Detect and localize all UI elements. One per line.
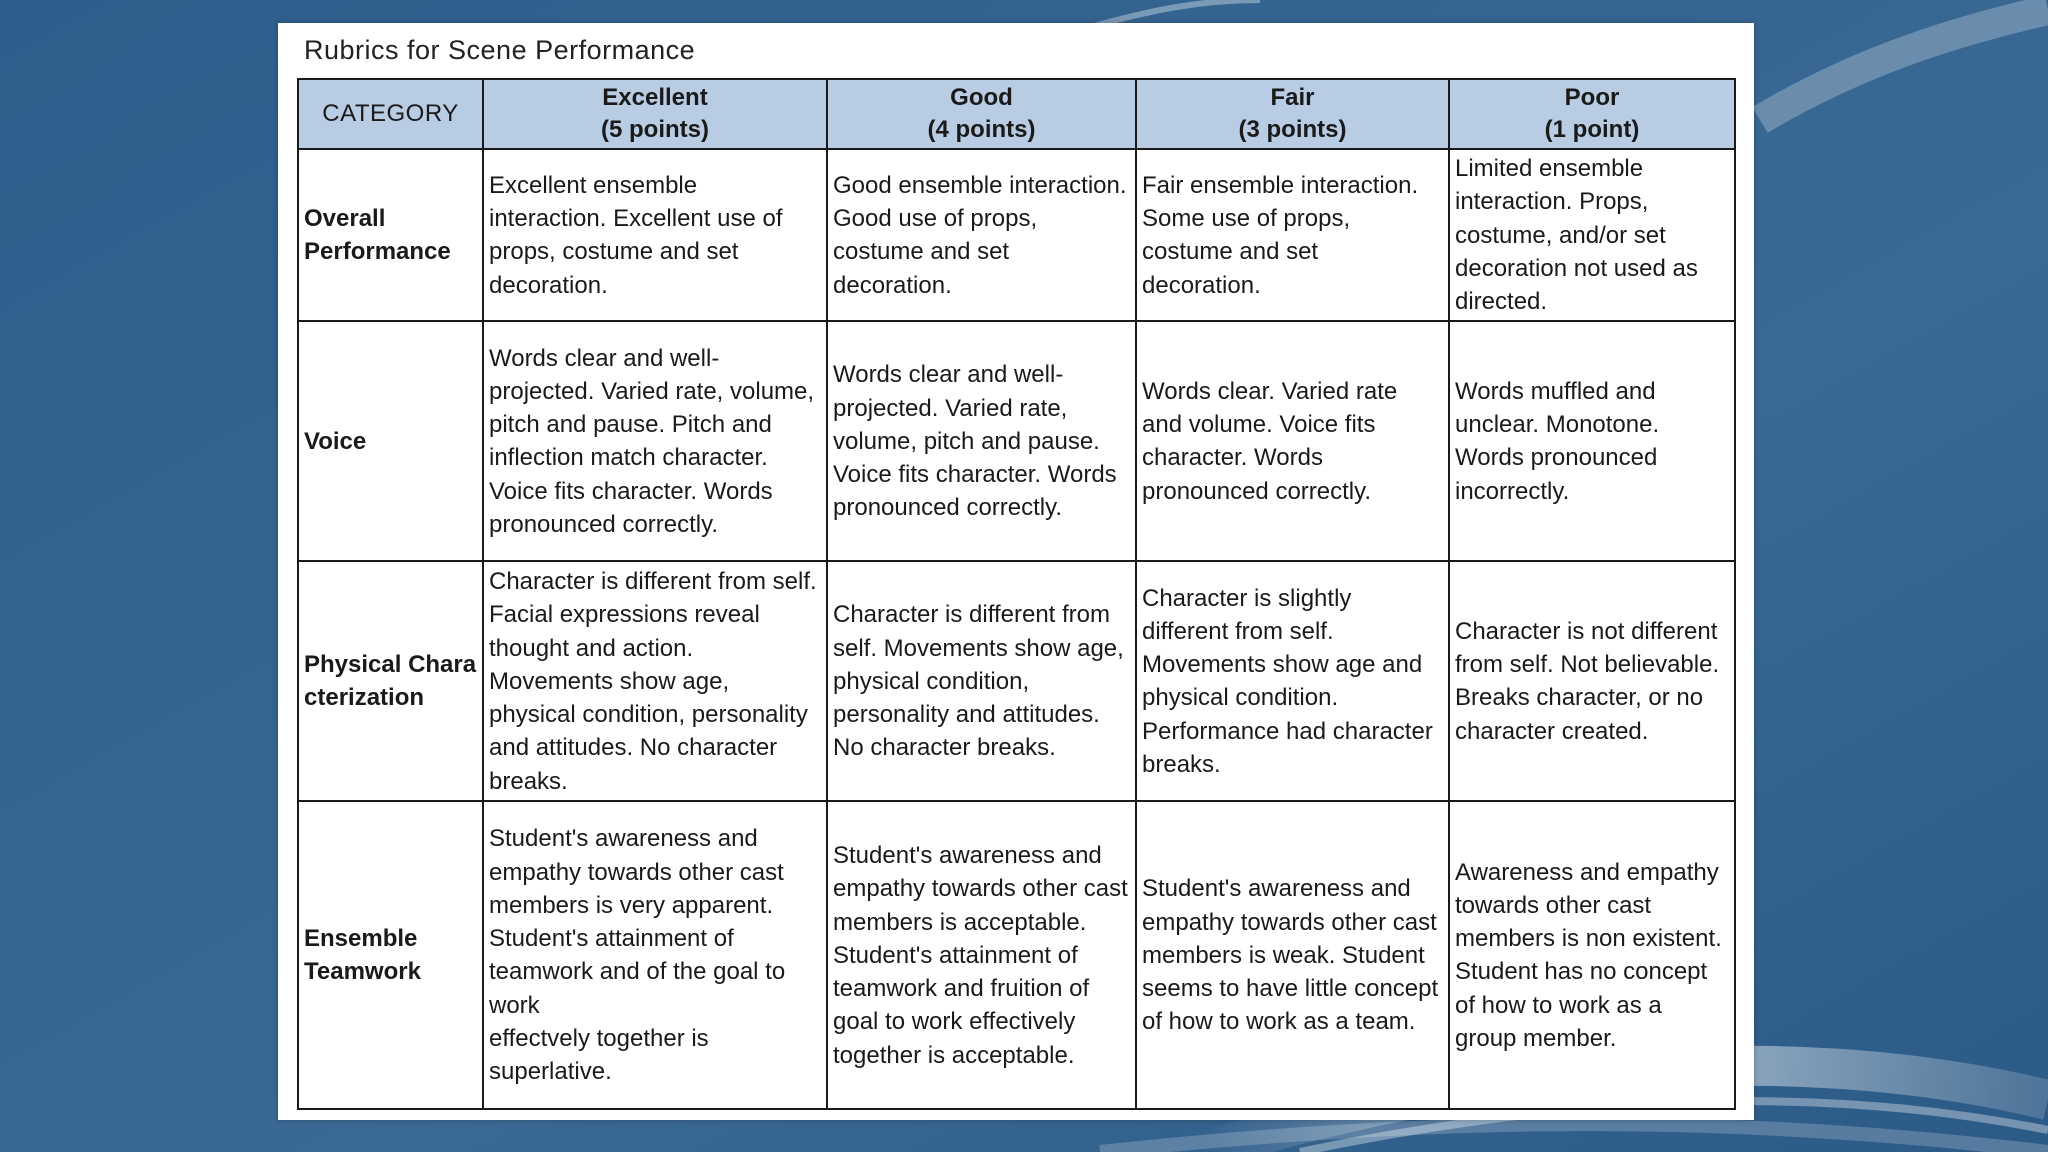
cell-line: Student's awareness and empathy towards other cast members is very apparent. Student's attainment of teamwork and of the goal to work: [489, 825, 786, 1019]
rubric-cell: Character is different from self. Facial expressions reveal thought and action. Movements show age, physical condition, personality and attitudes. No character breaks.: [483, 561, 827, 801]
row-category-label: Physical Characterization: [304, 651, 477, 712]
level-points: (4 points): [927, 116, 1036, 143]
rubric-cell: Fair ensemble interaction. Some use of props, costume and set decoration.: [1136, 149, 1449, 321]
header-row: [298, 79, 1735, 149]
cell-line: Student has no concept of how to work as a group member.: [1455, 958, 1708, 1053]
category-header: CATEGORY: [298, 79, 483, 149]
slide-card: [278, 23, 1754, 1120]
level-points: (1 point): [1544, 116, 1640, 143]
rubric-row-overall-performance: [298, 149, 1735, 321]
rubric-cell: Limited ensemble interaction. Props, costume, and/or set decoration not used as directed.: [1449, 149, 1735, 321]
rubric-cell: [1449, 801, 1735, 1109]
rubric-cell: Character is slightly different from self. Movements show age and physical condition. Performance had character breaks.: [1136, 561, 1449, 801]
row-category: [298, 561, 483, 801]
rubric-row-ensemble-teamwork: [298, 801, 1735, 1109]
cell-line: effectvely together is superlative.: [489, 1025, 709, 1086]
rubric-row-voice: [298, 321, 1735, 561]
rubric-cell: [827, 561, 1136, 801]
level-name: Excellent: [602, 84, 708, 111]
level-name: Good: [950, 84, 1013, 111]
slide-title: Rubrics for Scene Performance: [304, 35, 696, 65]
rubric-cell: Words clear and well-projected. Varied rate, volume, pitch and pause. Pitch and inflection match character. Voice fits character. Words pronounced correctly.: [483, 321, 827, 561]
rubric-cell: Good ensemble interaction. Good use of props, costume and set decoration.: [827, 149, 1136, 321]
row-category: Voice: [298, 321, 483, 561]
level-name: Poor: [1564, 84, 1620, 111]
level-header-excellent: [483, 79, 827, 149]
rubric-cell: Words clear. Varied rate and volume. Voice fits character. Words pronounced correctly.: [1136, 321, 1449, 561]
rubric-cell: Excellent ensemble interaction. Excellent use of props, costume and set decoration.: [483, 149, 827, 321]
rubric-cell: Words clear and well-projected. Varied rate, volume, pitch and pause. Voice fits character. Words pronounced correctly.: [827, 321, 1136, 561]
rubric-table: [297, 78, 1736, 1110]
rubric-cell: Words muffled and unclear. Monotone. Words pronounced incorrectly.: [1449, 321, 1735, 561]
row-category: Ensemble Teamwork: [298, 801, 483, 1109]
row-category: Overall Performance: [298, 149, 483, 321]
level-name: Fair: [1270, 84, 1315, 111]
level-points: (5 points): [601, 116, 709, 143]
level-header-good: [827, 79, 1136, 149]
rubric-cell: [483, 801, 827, 1109]
rubric-cell: Character is not different from self. Not believable. Breaks character, or no character created.: [1449, 561, 1735, 801]
cell-line: No character breaks.: [833, 734, 1056, 762]
cell-line: Character is different from self. Movements show age, physical condition, personality and attitudes.: [833, 601, 1124, 729]
cell-line: Awareness and empathy towards other cast members is non existent.: [1455, 858, 1722, 953]
rubric-row-physical-characterization: [298, 561, 1735, 801]
rubric-cell: [827, 801, 1136, 1109]
level-header-poor: [1449, 79, 1735, 149]
cell-line: Student's attainment of teamwork and fruition of goal to work effectively together is acceptable.: [833, 941, 1090, 1069]
cell-line: Student's awareness and empathy towards other cast members is acceptable.: [833, 841, 1128, 936]
level-header-fair: [1136, 79, 1449, 149]
rubric-cell: Student's awareness and empathy towards other cast members is weak. Student seems to have little concept of how to work as a team.: [1136, 801, 1449, 1109]
level-points: (3 points): [1238, 116, 1347, 143]
